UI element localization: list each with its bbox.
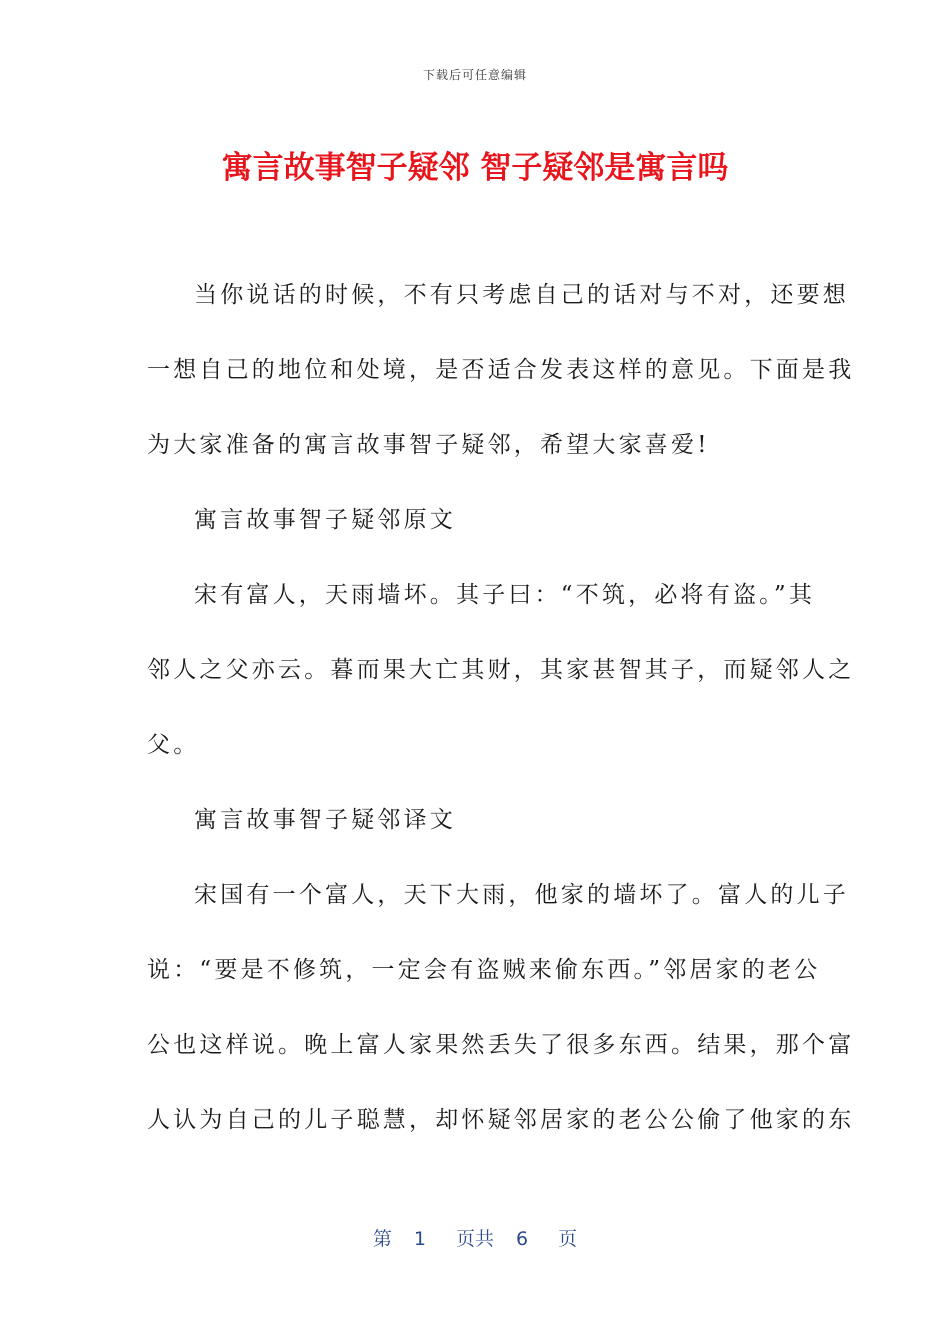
- text-line: 宋有富人，天雨墙坏。其子曰：“不筑，必将有盗。”其: [194, 582, 816, 608]
- page-mid: 页共: [455, 1228, 494, 1250]
- total-pages: 6: [516, 1228, 529, 1250]
- page-suffix: 页: [558, 1228, 578, 1250]
- section-heading-translation: 寓言故事智子疑邻译文: [194, 807, 456, 833]
- text-line: 当你说话的时候，不有只考虑自己的话对与不对，还要想: [194, 282, 849, 308]
- section-heading-original: 寓言故事智子疑邻原文: [194, 507, 456, 533]
- text-line: 一想自己的地位和处境，是否适合发表这样的意见。下面是我: [147, 357, 855, 383]
- text-line: 公也这样说。晚上富人家果然丢失了很多东西。结果，那个富: [147, 1032, 855, 1058]
- page-prefix: 第: [372, 1228, 392, 1250]
- document-body: [147, 270, 855, 1170]
- text-line: 说：“要是不修筑，一定会有盗贼来偷东西。”邻居家的老公: [147, 957, 821, 983]
- page-number: 1: [413, 1228, 426, 1250]
- text-line: 父。: [147, 732, 200, 758]
- text-line: 宋国有一个富人，天下大雨，他家的墙坏了。富人的儿子: [194, 882, 849, 908]
- text-line: 为大家准备的寓言故事智子疑邻，希望大家喜爱!: [147, 432, 710, 458]
- text-line: 人认为自己的儿子聪慧，却怀疑邻居家的老公公偷了他家的东: [147, 1107, 855, 1133]
- header-note: 下载后可任意编辑: [422, 68, 527, 82]
- document-title: 寓言故事智子疑邻 智子疑邻是寓言吗: [221, 150, 729, 186]
- text-line: 邻人之父亦云。暮而果大亡其财，其家甚智其子，而疑邻人之: [147, 657, 855, 683]
- page-footer: [0, 1224, 950, 1251]
